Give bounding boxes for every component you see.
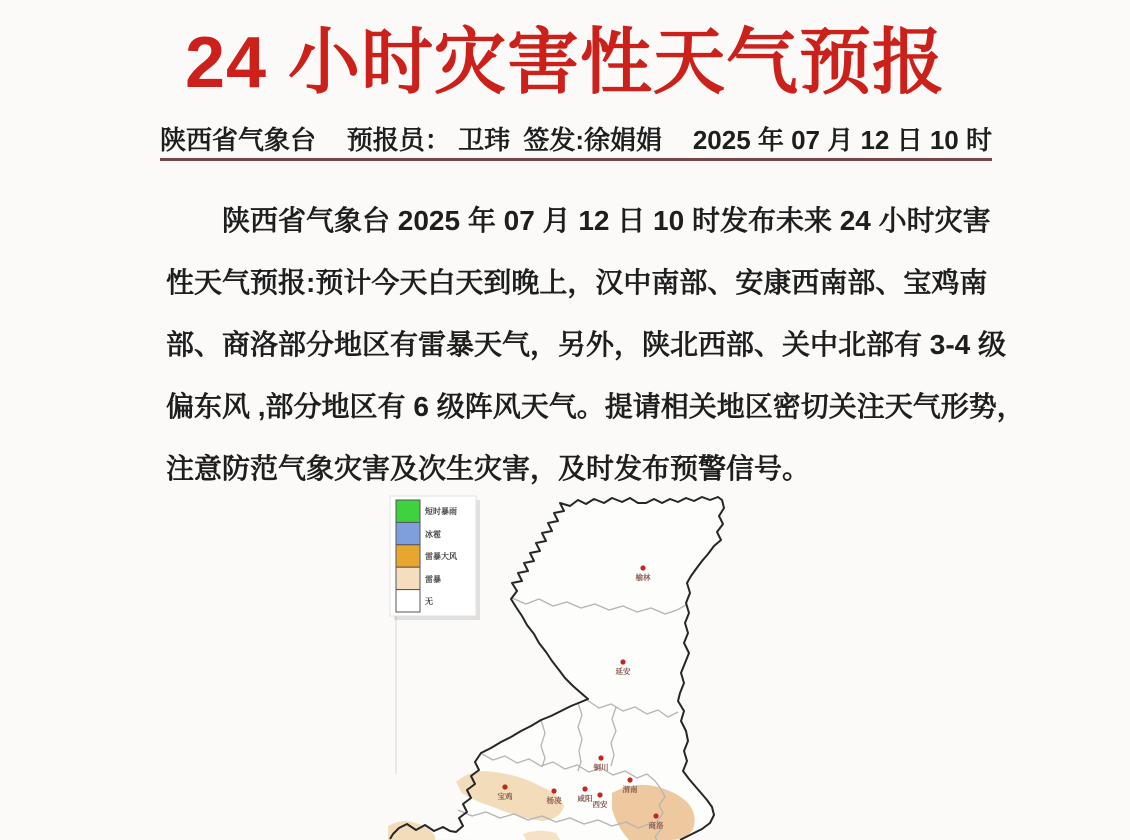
legend-swatch — [396, 590, 420, 612]
city-label: 渭南 — [622, 785, 638, 794]
city-marker — [627, 777, 632, 782]
forecaster-label: 预报员： — [346, 124, 451, 155]
legend-swatch — [396, 567, 420, 589]
city-label: 延安 — [615, 667, 631, 676]
body-line: 性天气预报:预计今天白天到晚上，汉中南部、安康西南部、宝鸡南 — [166, 267, 988, 298]
forecast-body — [166, 190, 1025, 500]
legend-label: 冰雹 — [425, 530, 441, 539]
issue-datetime: 2025 年 07 月 12 日 10 时 — [692, 124, 992, 155]
city-marker — [597, 792, 602, 797]
body-line: 偏东风 ,部分地区有 6 级阵风天气。提请相关地区密切关注天气形势， — [166, 391, 1025, 422]
city-marker — [620, 659, 625, 664]
city-label: 杨凌 — [546, 796, 562, 805]
legend-swatch — [396, 522, 420, 544]
weather-map — [388, 490, 730, 840]
city-label: 宝鸡 — [497, 792, 513, 801]
legend-swatch — [396, 500, 420, 522]
legend-label: 无 — [425, 597, 433, 606]
city-label: 咸阳 — [577, 794, 593, 803]
city-label: 铜川 — [593, 763, 609, 772]
city-marker — [502, 784, 507, 789]
body-line: 陕西省气象台 2025 年 07 月 12 日 10 时发布未来 24 小时灾害 — [222, 205, 991, 236]
city-marker — [551, 788, 556, 793]
station-name: 陕西省气象台 — [160, 124, 317, 155]
header-rule — [160, 158, 992, 161]
legend-label: 雷暴 — [425, 575, 441, 584]
city-marker — [582, 786, 587, 791]
legend-label: 雷暴大风 — [425, 552, 457, 561]
city-marker — [598, 755, 603, 760]
body-line: 部、商洛部分地区有雷暴天气，另外，陕北西部、关中北部有 3-4 级 — [166, 329, 1007, 360]
issuer-name: 徐娟娟 — [584, 124, 663, 155]
forecaster-name: 卫玮 — [458, 124, 511, 155]
page-title: 24 小时灾害性天气预报 — [184, 23, 946, 103]
map-legend — [390, 496, 480, 620]
city-label: 商洛 — [648, 821, 664, 830]
issuer-label: 签发: — [523, 124, 585, 155]
legend-label: 短时暴雨 — [425, 507, 457, 516]
city-marker — [640, 565, 645, 570]
body-line: 注意防范气象灾害及次生灾害，及时发布预警信号。 — [166, 453, 811, 484]
city-marker — [653, 813, 658, 818]
meta-line — [160, 122, 992, 154]
legend-swatch — [396, 545, 420, 567]
city-label: 榆林 — [635, 573, 651, 582]
city-label: 西安 — [592, 800, 608, 809]
